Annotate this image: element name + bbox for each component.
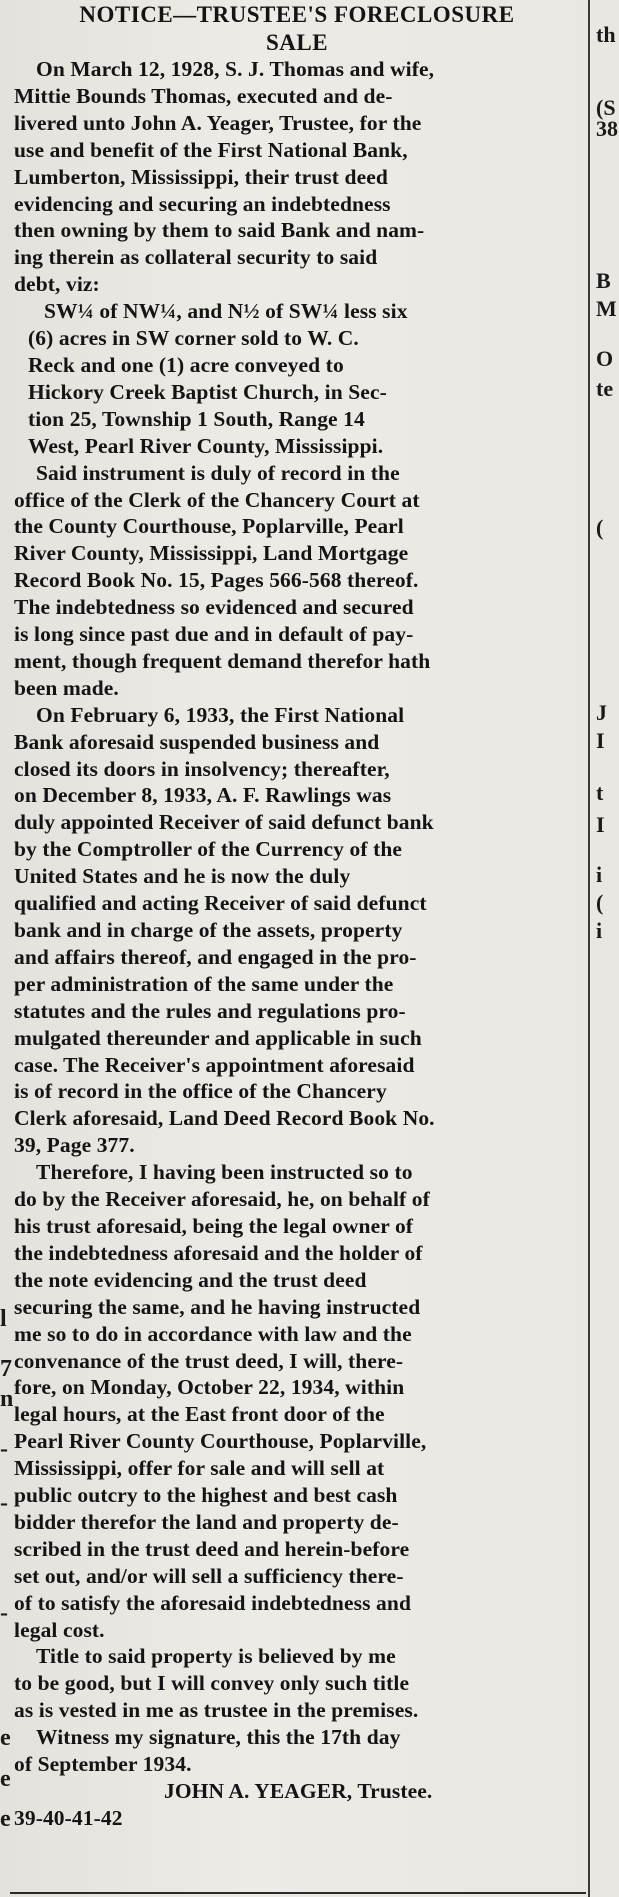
column-rule (588, 0, 590, 1897)
text-line: West, Pearl River County, Mississippi. (28, 433, 384, 458)
adjacent-column-fragment: - (0, 1490, 8, 1516)
text-line: Clerk aforesaid, Land Deed Record Book No. (14, 1106, 435, 1131)
adjacent-column-fragment: 38 (596, 116, 618, 141)
land-description (14, 298, 580, 459)
text-line: on December 8, 1933, A. F. Rawlings was (14, 783, 392, 808)
text-line: On February 6, 1933, the First National (36, 702, 405, 727)
adjacent-column-fragment: I (596, 812, 605, 837)
text-line: ment, though frequent demand therefor hath (14, 648, 431, 673)
text-line: is of record in the office of the Chancery (14, 1079, 387, 1104)
text-line: Title to said property is believed by me (36, 1644, 396, 1669)
paragraph-2 (14, 460, 580, 702)
text-line: use and benefit of the First National Bank, (14, 137, 408, 162)
text-line: Mississippi, offer for sale and will sell at (14, 1456, 385, 1481)
text-line: On March 12, 1928, S. J. Thomas and wife, (36, 57, 435, 81)
text-line: the indebtedness aforesaid and the holder of (14, 1240, 423, 1265)
adjacent-column-fragment: i (596, 918, 603, 943)
adjacent-column-fragment: e (0, 1725, 11, 1751)
paragraph-1 (14, 56, 580, 298)
text-line: me so to do in accordance with law and the (14, 1321, 412, 1346)
text-line: as is vested in me as trustee in the premises. (14, 1698, 419, 1723)
text-line: the County Courthouse, Poplarville, Pearl (14, 514, 404, 539)
text-line: is long since past due and in default of pay- (14, 622, 414, 647)
adjacent-column-fragment: B (596, 268, 611, 293)
adjacent-column-fragment: I (596, 728, 605, 753)
adjacent-column-fragment: i (596, 862, 603, 887)
text-line: United States and he is now the duly (14, 864, 351, 889)
text-line: per administration of the same under the (14, 971, 394, 996)
adjacent-column-fragment: t (596, 780, 604, 805)
text-line: Bank aforesaid suspended business and (14, 729, 380, 754)
text-line: legal cost. (14, 1617, 105, 1642)
text-line: The indebtedness so evidenced and secured (14, 595, 414, 620)
text-line: set out, and/or will sell a sufficiency there- (14, 1563, 404, 1588)
text-line: to be good, but I will convey only such title (14, 1671, 410, 1696)
trustee-foreclosure-notice (14, 0, 580, 1832)
text-line: Said instrument is duly of record in the (36, 460, 400, 485)
text-line: statutes and the rules and regulations pro- (14, 998, 406, 1023)
text-line: Record Book No. 15, Pages 566-568 thereof. (14, 568, 419, 593)
text-line: of to satisfy the aforesaid indebtedness and (14, 1590, 412, 1615)
text-line: of September 1934. (14, 1752, 192, 1777)
text-line: his trust aforesaid, being the legal owner of (14, 1213, 414, 1238)
text-line: by the Comptroller of the Currency of the (14, 837, 403, 862)
text-line: public outcry to the highest and best cash (14, 1483, 398, 1508)
text-line: Witness my signature, this the 17th day (36, 1725, 401, 1750)
text-line: been made. (14, 675, 119, 700)
text-line: Mittie Bounds Thomas, executed and de- (14, 83, 393, 108)
adjacent-column-fragment: ( (596, 515, 604, 540)
text-line: case. The Receiver's appointment aforesaid (14, 1052, 415, 1077)
text-line: evidencing and securing an indebtedness (14, 191, 391, 216)
text-line: scribed in the trust deed and herein-before (14, 1536, 410, 1561)
adjacent-column-fragment: 7 (0, 1356, 12, 1382)
text-line: Pearl River County Courthouse, Poplarville, (14, 1429, 427, 1454)
text-line: mulgated thereunder and applicable in such (14, 1025, 422, 1050)
text-line: convenance of the trust deed, I will, there- (14, 1348, 404, 1373)
text-line: ing therein as collateral security to said (14, 245, 378, 270)
adjacent-column-fragment: th (596, 22, 616, 47)
adjacent-column-fragment: - (0, 1600, 8, 1626)
text-line: securing the same, and he having instructed (14, 1294, 421, 1319)
text-line: and affairs thereof, and engaged in the pro- (14, 944, 417, 969)
trustee-signature: JOHN A. YEAGER, Trustee. (164, 1779, 433, 1803)
text-line: Hickory Creek Baptist Church, in Sec- (28, 379, 387, 404)
text-line: duly appointed Receiver of said defunct bank (14, 810, 434, 835)
adjacent-column-fragment: te (596, 376, 614, 401)
text-line: bank and in charge of the assets, property (14, 918, 403, 942)
text-line: livered unto John A. Yeager, Trustee, for the (14, 110, 422, 135)
text-line: Therefore, I having been instructed so to (36, 1160, 413, 1185)
headline-line-2: SALE (265, 30, 329, 55)
text-line: debt, viz: (14, 272, 100, 297)
text-line: then owning by them to said Bank and nam- (14, 218, 425, 243)
adjacent-column-fragment: ( (596, 890, 604, 915)
adjacent-column-fragment: (S (596, 95, 616, 120)
adjacent-column-fragment: - (0, 1436, 8, 1462)
text-line: qualified and acting Receiver of said defunct (14, 891, 427, 916)
text-line: (6) acres in SW corner sold to W. C. (28, 326, 359, 351)
text-line: Lumberton, Mississippi, their trust deed (14, 164, 388, 189)
text-line: fore, on Monday, October 22, 1934, within (14, 1375, 405, 1400)
text-line: Reck and one (1) acre conveyed to (28, 352, 344, 377)
text-line: office of the Clerk of the Chancery Court at (14, 487, 420, 512)
text-line: SW¼ of NW¼, and N½ of SW¼ less six (44, 299, 408, 324)
text-line: River County, Mississippi, Land Mortgage (14, 541, 409, 566)
adjacent-column-fragment: e (0, 1806, 11, 1832)
adjacent-column-fragment: n (0, 1386, 14, 1412)
text-line: closed its doors in insolvency; thereafter, (14, 756, 390, 781)
text-line: 39, Page 377. (14, 1133, 135, 1158)
text-line: do by the Receiver aforesaid, he, on behalf of (14, 1187, 430, 1212)
paragraph-6 (14, 1724, 580, 1778)
paragraph-3 (14, 702, 580, 1159)
bottom-rule (10, 1892, 586, 1894)
issue-numbers: 39-40-41-42 (14, 1805, 123, 1830)
adjacent-column-fragment: l (0, 1306, 7, 1332)
adjacent-column-fragment: O (596, 346, 614, 371)
paragraph-5 (14, 1643, 580, 1724)
adjacent-column-fragment: J (596, 700, 607, 725)
text-line: the note evidencing and the trust deed (14, 1267, 367, 1292)
adjacent-column-fragment: M (596, 296, 617, 321)
text-line: tion 25, Township 1 South, Range 14 (28, 406, 365, 431)
text-line: bidder therefor the land and property de- (14, 1509, 399, 1534)
headline-line-1: NOTICE—TRUSTEE'S FORECLOSURE (79, 2, 515, 27)
paragraph-4 (14, 1159, 580, 1643)
adjacent-column-fragment: e (0, 1766, 11, 1792)
text-line: legal hours, at the East front door of the (14, 1402, 385, 1427)
